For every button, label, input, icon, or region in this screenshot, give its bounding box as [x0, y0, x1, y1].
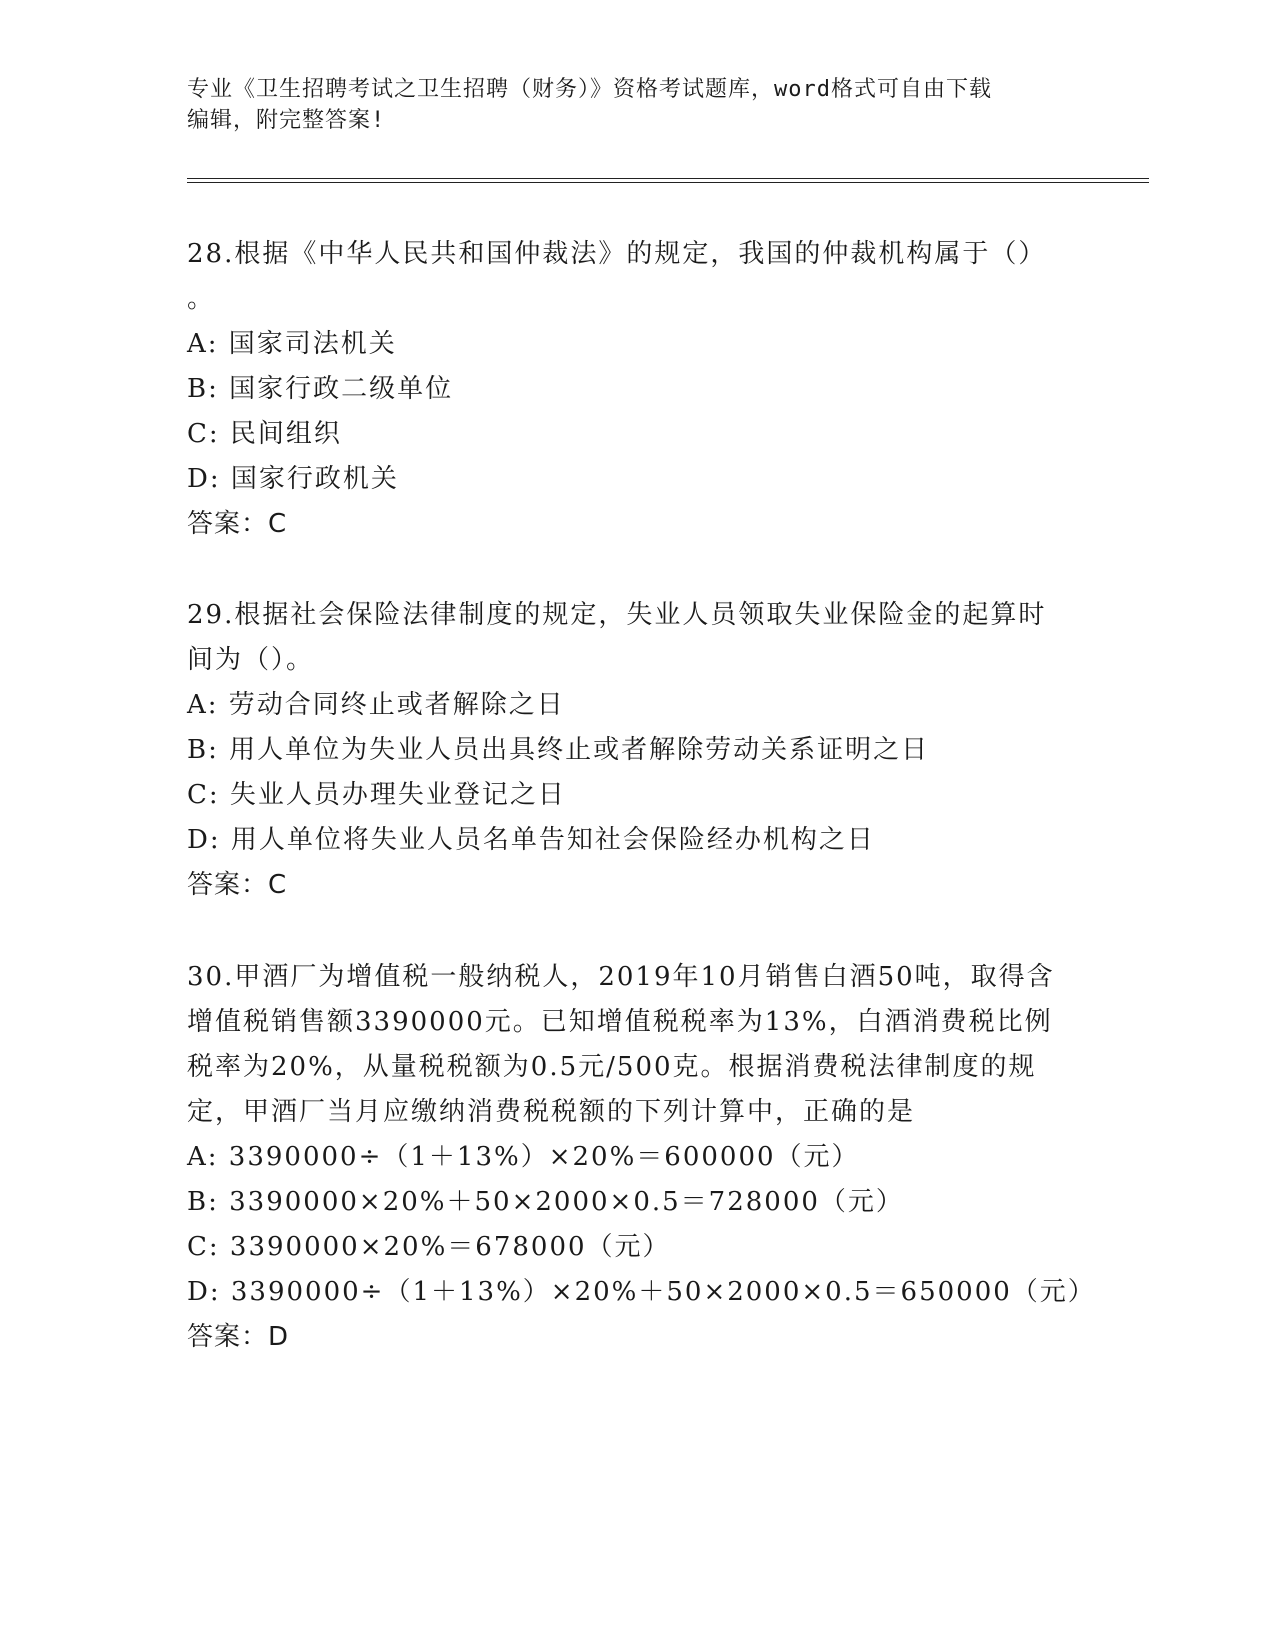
question-stem: 定，甲酒厂当月应缴纳消费税税额的下列计算中，正确的是: [187, 1097, 916, 1127]
option-c: C: 民间组织: [187, 419, 342, 449]
header-line-2: 编辑，附完整答案!: [187, 108, 386, 133]
option-a: A: 劳动合同终止或者解除之日: [187, 690, 565, 720]
question-28: [187, 232, 1087, 547]
question-stem: 29.根据社会保险法律制度的规定，失业人员领取失业保险金的起算时: [187, 600, 1047, 630]
answer: 答案：D: [187, 1322, 290, 1352]
question-stem: 28.根据《中华人民共和国仲裁法》的规定，我国的仲裁机构属于（）: [187, 239, 1047, 269]
question-stem: 税率为20%，从量税税额为0.5元/500克。根据消费税法律制度的规: [187, 1052, 1037, 1082]
question-stem: 。: [187, 284, 216, 314]
option-d: D: 国家行政机关: [187, 464, 399, 494]
option-a: A: 3390000÷（1＋13%）×20%＝600000（元）: [187, 1142, 860, 1172]
document-header: [187, 74, 1087, 136]
option-c: C: 失业人员办理失业登记之日: [187, 780, 566, 810]
header-divider-top: [187, 178, 1149, 179]
question-stem: 增值税销售额3390000元。已知增值税税率为13%，白酒消费税比例: [187, 1007, 1053, 1037]
question-stem: 30.甲酒厂为增值税一般纳税人，2019年10月销售白酒50吨，取得含: [187, 962, 1055, 992]
option-b: B: 3390000×20%＋50×2000×0.5＝728000（元）: [187, 1187, 904, 1217]
answer: 答案：C: [187, 870, 288, 900]
question-29: [187, 593, 1087, 908]
answer: 答案：C: [187, 509, 288, 539]
option-a: A: 国家司法机关: [187, 329, 397, 359]
option-c: C: 3390000×20%＝678000（元）: [187, 1232, 671, 1262]
header-line-1: 专业《卫生招聘考试之卫生招聘（财务）》资格考试题库，word格式可自由下载: [187, 77, 992, 102]
option-b: B: 国家行政二级单位: [187, 374, 454, 404]
question-stem: 间为（）。: [187, 645, 315, 675]
header-divider-bottom: [187, 182, 1149, 183]
option-d: D: 用人单位将失业人员名单告知社会保险经办机构之日: [187, 825, 875, 855]
option-d: D: 3390000÷（1＋13%）×20%＋50×2000×0.5＝650000（元）: [187, 1277, 1096, 1307]
question-30: [187, 955, 1096, 1360]
option-b: B: 用人单位为失业人员出具终止或者解除劳动关系证明之日: [187, 735, 930, 765]
